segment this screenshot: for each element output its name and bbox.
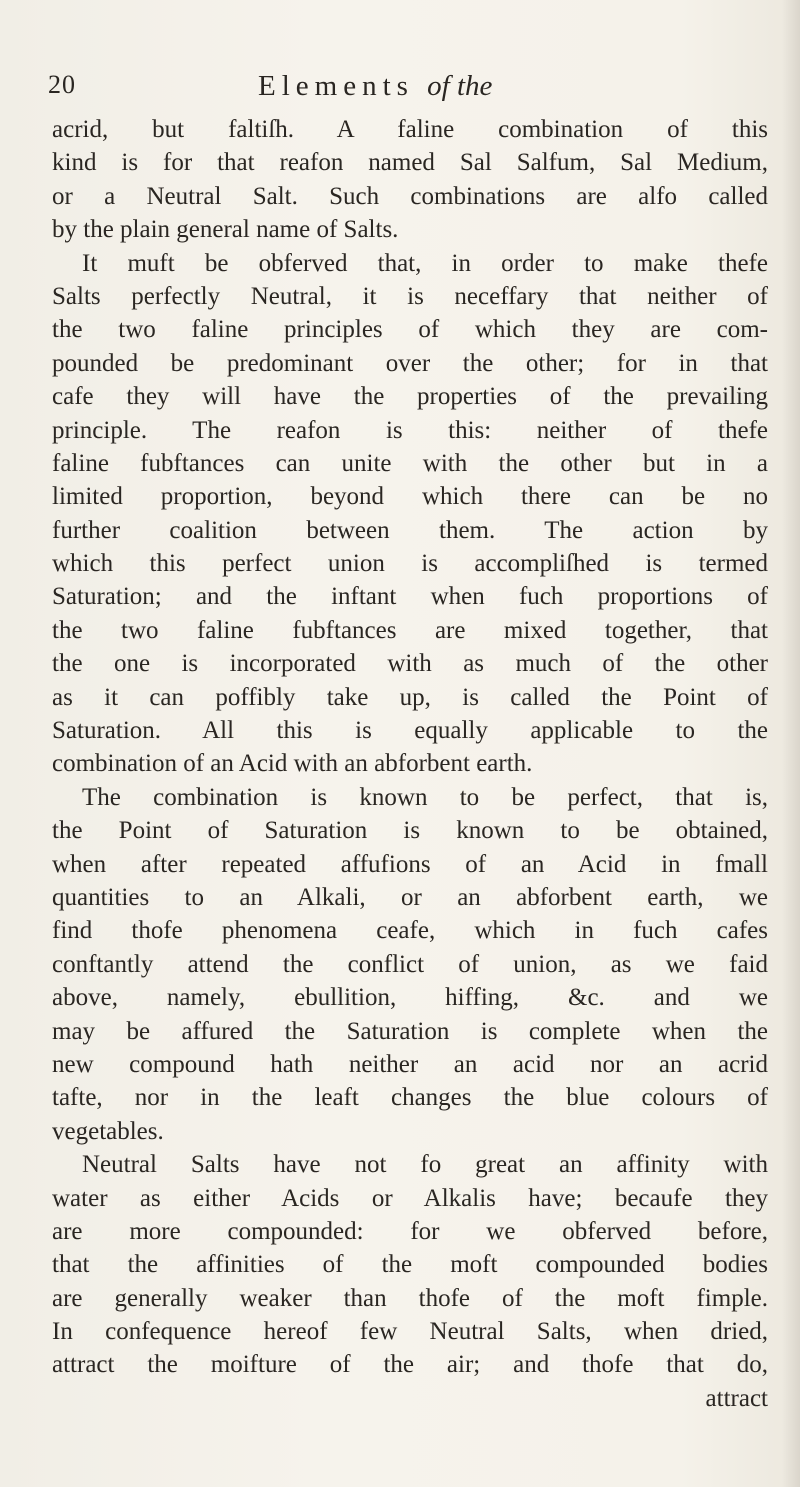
text-line: combination of an Acid with an abforbent earth. <box>52 750 533 778</box>
text-line: water as either Acids or Alkalis have; becaufe they <box>52 1184 768 1212</box>
text-line: new compound hath neither an acid nor an acrid <box>52 1050 768 1078</box>
running-title-caps: Elements <box>258 70 414 102</box>
text-line: above, namely, ebullition, hiffing, &c. and we <box>52 984 768 1012</box>
body-text <box>52 113 768 1415</box>
text-line: It muft be obferved that, in order to make thefe <box>82 249 768 277</box>
text-line: are generally weaker than thofe of the moft fimple. <box>52 1284 768 1312</box>
page-edge-shadow <box>782 0 800 1487</box>
text-line: further coalition between them. The action by <box>52 516 768 544</box>
text-line: which this perfect union is accompliſhed is termed <box>52 550 768 578</box>
text-line: kind is for that reafon named Sal Salfum, Sal Medium, <box>52 149 768 177</box>
text-line: Saturation; and the inftant when fuch proportions of <box>52 583 768 611</box>
text-line: that the affinities of the moft compounded bodies <box>52 1251 768 1279</box>
text-line: vegetables. <box>52 1117 164 1145</box>
text-line: acrid, but faltiſh. A faline combination of this <box>52 116 768 143</box>
text-line: the Point of Saturation is known to be obtained, <box>52 817 768 845</box>
text-line: when after repeated affufions of an Acid in fmall <box>52 850 768 878</box>
text-line: faline fubftances can unite with the other but in a <box>52 449 768 477</box>
text-line: Neutral Salts have not fo great an affinity with <box>82 1151 768 1179</box>
text-line: the two faline fubftances are mixed together, that <box>52 616 768 644</box>
text-line: cafe they will have the properties of the prevailing <box>52 383 768 411</box>
text-line: conftantly attend the conflict of union, as we faid <box>52 950 768 978</box>
page-number: 20 <box>48 70 76 99</box>
text-line: limited proportion, beyond which there can be no <box>52 483 768 511</box>
text-line: are more compounded: for we obferved before, <box>52 1217 768 1245</box>
text-line: In confequence hereof few Neutral Salts, when dried, <box>52 1318 768 1346</box>
running-title <box>258 70 492 103</box>
text-line: as it can poffibly take up, is called the Point of <box>52 683 768 711</box>
text-line: the one is incorporated with as much of the other <box>52 650 768 678</box>
text-line: Salts perfectly Neutral, it is neceffary that neither of <box>52 282 768 310</box>
text-line: by the plain general name of Salts. <box>52 216 399 244</box>
text-line: or a Neutral Salt. Such combinations are alfo called <box>52 182 768 210</box>
text-line: pounded be predominant over the other; for in that <box>52 349 768 377</box>
text-line: The combination is known to be perfect, that is, <box>82 783 768 811</box>
text-line: the two faline principles of which they are com- <box>52 316 768 344</box>
text-line: find thofe phenomena ceafe, which in fuch cafes <box>52 917 768 945</box>
text-line: attract the moifture of the air; and thofe that do, <box>52 1351 768 1379</box>
running-head <box>48 70 768 106</box>
catchword: attract <box>705 1384 768 1412</box>
running-title-italic: of the <box>427 70 493 102</box>
text-line: tafte, nor in the leaft changes the blue colours of <box>52 1084 768 1112</box>
text-line: may be affured the Saturation is complete when the <box>52 1017 768 1045</box>
text-line: principle. The reafon is this: neither of thefe <box>52 416 768 444</box>
text-line: quantities to an Alkali, or an abforbent earth, we <box>52 883 768 911</box>
text-line: Saturation. All this is equally applicable to the <box>52 717 768 745</box>
